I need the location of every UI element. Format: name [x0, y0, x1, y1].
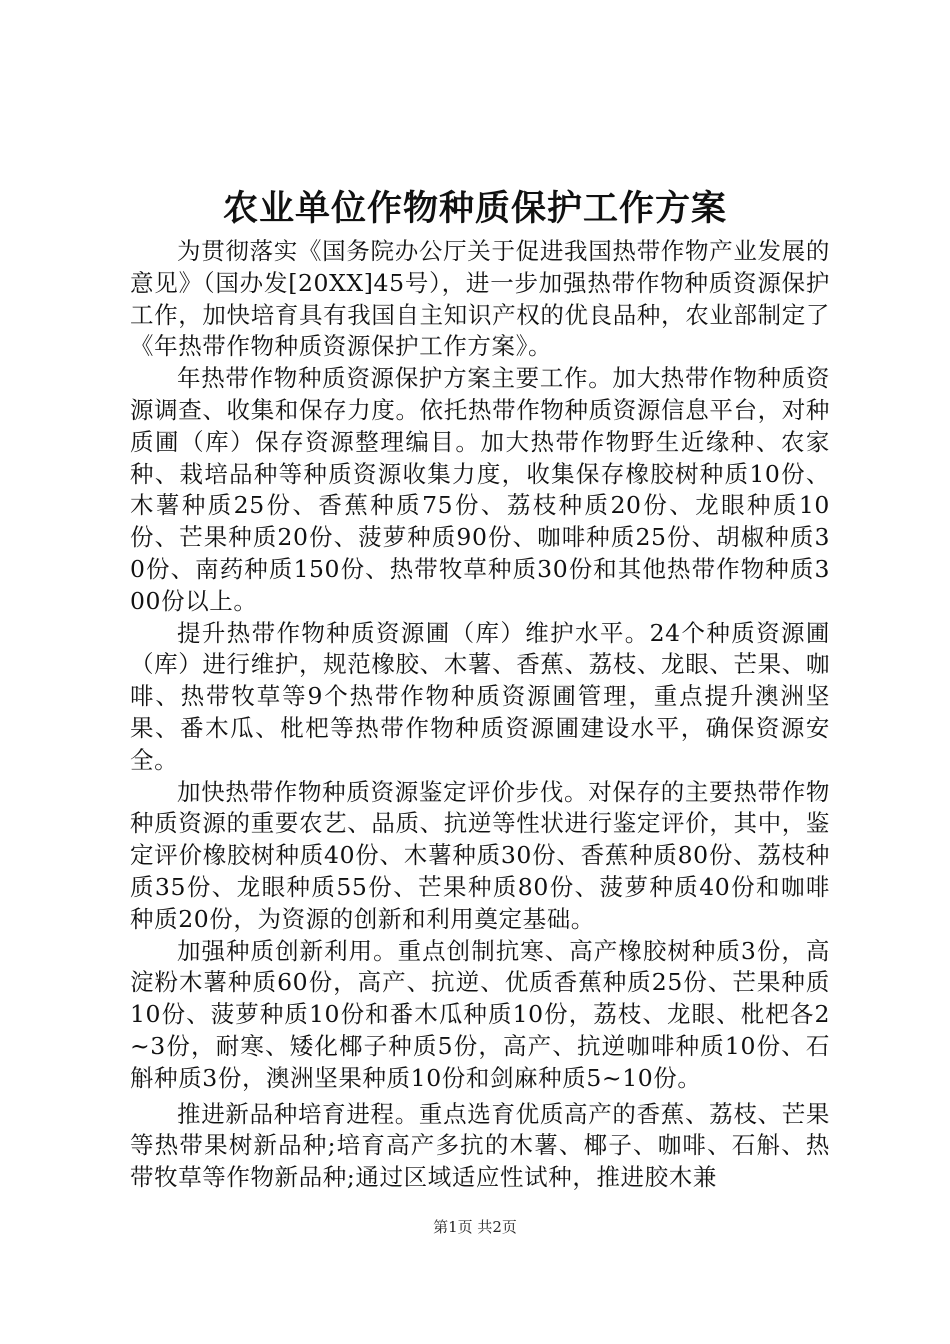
- paragraph-evaluation: 加快热带作物种质资源鉴定评价步伐。对保存的主要热带作物种质资源的重要农艺、品质、抗逆等性状进行鉴定评价，其中，鉴定评价橡胶树种质40份、木薯种质30份、香蕉种质80份、荔枝种质35份、龙眼种质55份、芒果种质80份、菠萝种质40份和咖啡种质20份，为资源的创新和利用奠定基础。: [130, 777, 830, 933]
- paragraph-collection: 年热带作物种质资源保护方案主要工作。加大热带作物种质资源调查、收集和保存力度。依托热带作物种质资源信息平台，对种质圃（库）保存资源整理编目。加大热带作物野生近缘种、农家种、栽培品种等种质资源收集力度，收集保存橡胶树种质10份、木薯种质25份、香蕉种质75份、荔枝种质20份、龙眼种质10份、芒果种质20份、菠萝种质90份、咖啡种质25份、胡椒种质30份、南药种质150份、热带牧草种质30份和其他热带作物种质300份以上。: [130, 364, 830, 615]
- document-title: 农业单位作物种质保护工作方案: [222, 188, 727, 229]
- paragraph-intro: 为贯彻落实《国务院办公厅关于促进我国热带作物产业发展的意见》（国办发[20XX]45号），进一步加强热带作物种质资源保护工作，加快培育具有我国自主知识产权的优良品种，农业部制定了《年热带作物种质资源保护工作方案》。: [130, 237, 830, 361]
- paragraph-breeding: 推进新品种培育进程。重点选育优质高产的香蕉、荔枝、芒果等热带果树新品种;培育高产多抗的木薯、椰子、咖啡、石斛、热带牧草等作物新品种;通过区域适应性试种，推进胶木兼: [130, 1099, 830, 1192]
- page-number-footer: 第1页 共2页: [433, 1218, 517, 1236]
- document-body: [130, 236, 830, 1194]
- paragraph-maintenance: 提升热带作物种质资源圃（库）维护水平。24个种质资源圃（库）进行维护，规范橡胶、木薯、香蕉、荔枝、龙眼、芒果、咖啡、热带牧草等9个热带作物种质资源圃管理，重点提升澳洲坚果、番木瓜、枇杷等热带作物种质资源圃建设水平，确保资源安全。: [130, 618, 830, 774]
- paragraph-innovation: 加强种质创新利用。重点创制抗寒、高产橡胶树种质3份，高淀粉木薯种质60份，高产、抗逆、优质香蕉种质25份、芒果种质10份、菠萝种质10份和番木瓜种质10份，荔枝、龙眼、枇杷各2~3份，耐寒、矮化椰子种质5份，高产、抗逆咖啡种质10份、石斛种质3份，澳洲坚果种质10份和剑麻种质5~10份。: [130, 936, 830, 1092]
